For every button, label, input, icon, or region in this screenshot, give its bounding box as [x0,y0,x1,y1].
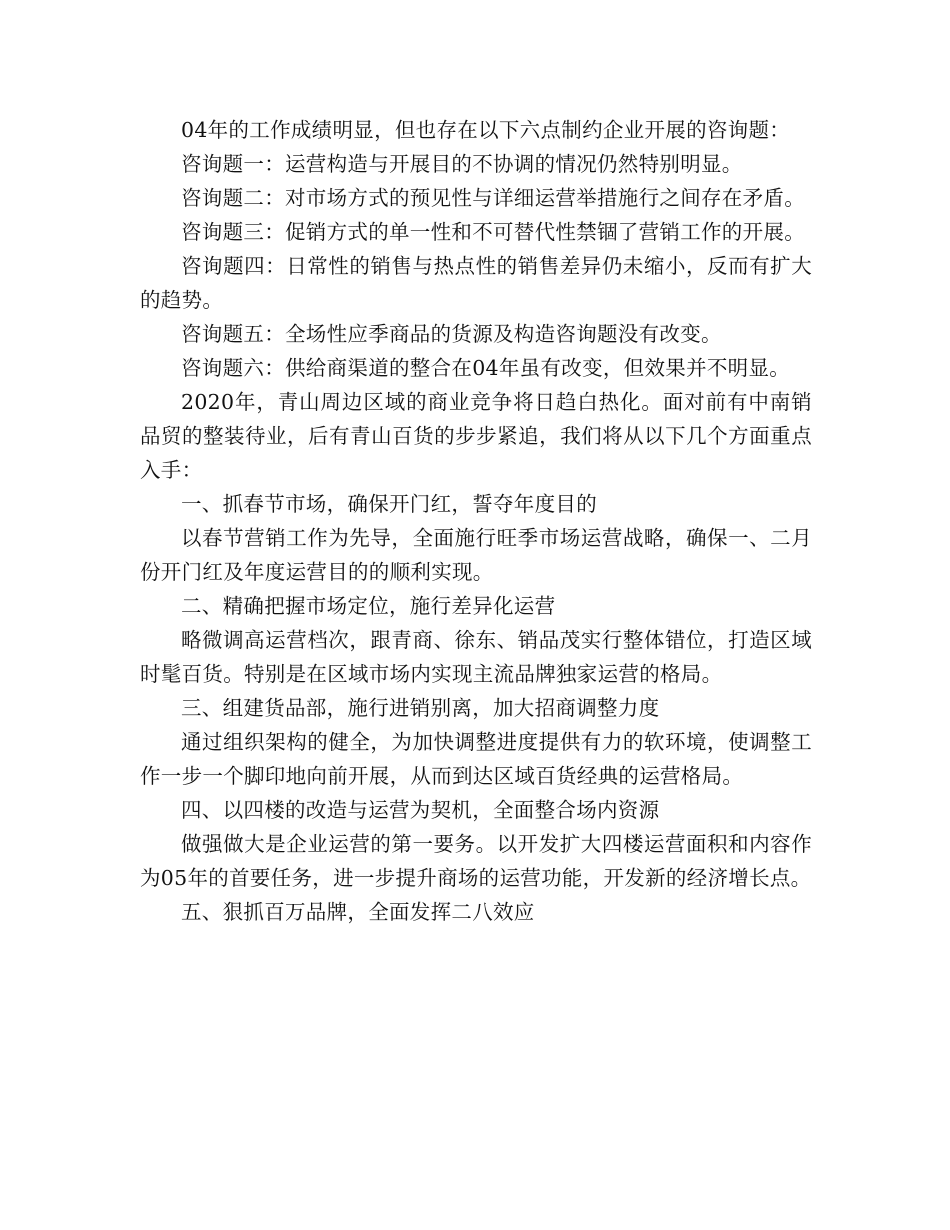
heading-section-2: 二、精确把握市场定位，施行差异化运营 [181,594,556,618]
heading-section-5: 五、狠抓百万品牌，全面发挥二八效应 [181,900,535,924]
paragraph-issue-1: 咨询题一：运营构造与开展目的不协调的情况仍然特别明显。 [181,152,743,176]
paragraph-issue-2: 咨询题二：对市场方式的预见性与详细运营举措施行之间存在矛盾。 [181,186,805,210]
paragraph-section-4: 做强做大是企业运营的第一要务。以开发扩大四楼运营面积和内容作为05年的首要任务，进一步提升商场的运营功能，开发新的经济增长点。 [140,832,812,890]
heading-section-1: 一、抓春节市场，确保开门红，誓夺年度目的 [181,492,597,516]
heading-section-3: 三、组建货品部，施行进销别离，加大招商调整力度 [181,696,660,720]
paragraph-outlook: 2020年，青山周边区域的商业竞争将日趋白热化。面对前有中南销品贸的整装待业，后有青山百货的步步紧追，我们将从以下几个方面重点入手： [140,390,812,482]
paragraph-intro: 04年的工作成绩明显，但也存在以下六点制约企业开展的咨询题： [181,118,791,142]
document-body [140,113,812,929]
paragraph-section-1: 以春节营销工作为先导，全面施行旺季市场运营战略，确保一、二月份开门红及年度运营目的的顺利实现。 [140,526,812,584]
paragraph-section-3: 通过组织架构的健全，为加快调整进度提供有力的软环境，使调整工作一步一个脚印地向前开展，从而到达区域百货经典的运营格局。 [140,730,812,788]
paragraph-section-2: 略微调高运营档次，跟青商、徐东、销品茂实行整体错位，打造区域时髦百货。特别是在区域市场内实现主流品牌独家运营的格局。 [140,628,812,686]
paragraph-issue-6: 咨询题六：供给商渠道的整合在04年虽有改变，但效果并不明显。 [181,356,791,380]
heading-section-4: 四、以四楼的改造与运营为契机，全面整合场内资源 [181,798,660,822]
paragraph-issue-5: 咨询题五：全场性应季商品的货源及构造咨询题没有改变。 [181,322,722,346]
paragraph-issue-4: 咨询题四：日常性的销售与热点性的销售差异仍未缩小，反而有扩大的趋势。 [140,254,812,312]
paragraph-issue-3: 咨询题三：促销方式的单一性和不可替代性禁锢了营销工作的开展。 [181,220,805,244]
